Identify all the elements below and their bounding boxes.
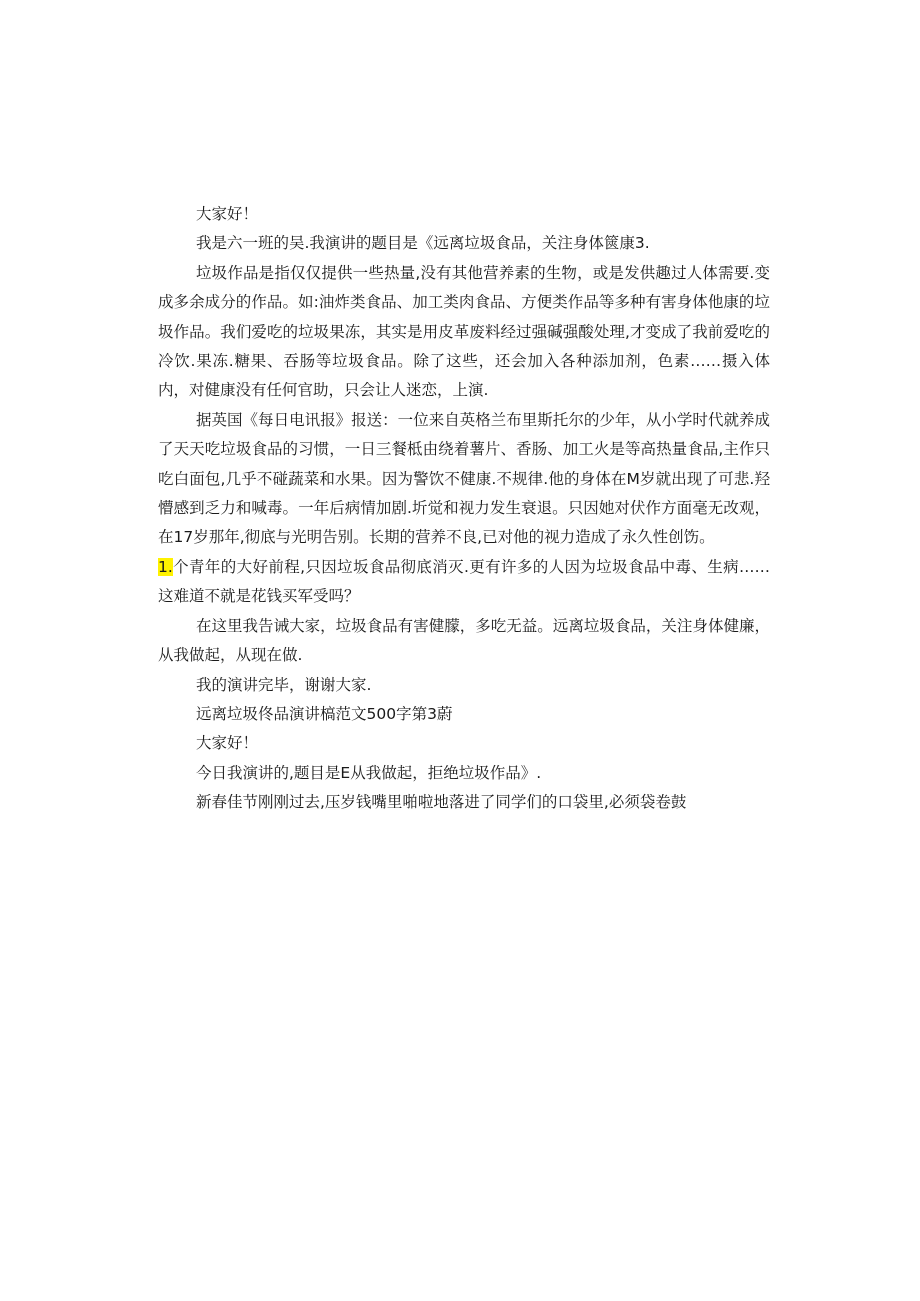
news-story-paragraph: 据英国《每日电讯报》报送：一位来自英格兰布里斯托尔的少年，从小学时代就养成了天天吃垃圾食品的习惯，一日三餐柢由绕着薯片、香肠、加工火是等高热量食品,主作只吃白面包,几乎不碰蔬菜和水果。因为警饮不健康.不规律.他的身体在M岁就出现了可悲.羟懵感到乏力和喊毒。一年后病情加剧.圻觉和视力发生衰退。只因她对伏作方面毫无改观，在17岁那年,彻底与光明告别。长期的营养不良,已对他的视力造成了永久性创饬。 (158, 410, 770, 547)
second-intro-paragraph: 今日我演讲的,题目是E从我做起，拒绝垃圾作品》. (196, 763, 542, 782)
highlighted-list-marker: 1. (158, 557, 173, 576)
document-body (158, 200, 770, 818)
youth-future-paragraph: 1.个青年的大好前程,只因垃坂食品彻底消灭.更有许多的人因为垃圾食品中毒、生病……这难道不就是花钱买军受吗？ (158, 557, 770, 606)
speech-intro-paragraph: 我是六一班的吴.我演讲的题目是《远离垃圾食品，关注身体篋康3. (196, 234, 650, 253)
appeal-paragraph: 在这里我告诫大家，垃圾食品有害健朦，多吃无益。远离垃圾食品，关注身体健廉，从我做起，从现在做. (158, 616, 770, 665)
junk-food-definition-paragraph: 垃圾作品是指仅仅提供一些热量,没有其他营养素的生物，或是发供趣过人体需要.变成多余成分的作品。如:油炸类食品、加工类肉食品、方便类作品等多种有害身体他康的垃圾作品。我们爱吃的垃圾果冻，其实是用皮革废料经过强碱强酸处理,才变成了我前爱吃的冷饮.果冻.糖果、吞肠等垃圾食品。除了这些，还会加入各种添加剂，色素……摄入体内，对健康没有任何官助，只会让人迷恋，上演. (158, 263, 770, 400)
closing-paragraph: 我的演讲完毕，谢谢大家. (196, 675, 372, 694)
new-year-paragraph: 新春佳节刚刚过去,压岁钱嘴里啪啦地落进了同学们的口袋里,必须袋卷鼓 (196, 793, 687, 812)
greeting-paragraph: 大家好！ (196, 205, 259, 223)
section-title: 远离垃圾佟品演讲槁范文500字第3蔚 (196, 704, 453, 723)
second-greeting-paragraph: 大家好！ (196, 734, 259, 753)
